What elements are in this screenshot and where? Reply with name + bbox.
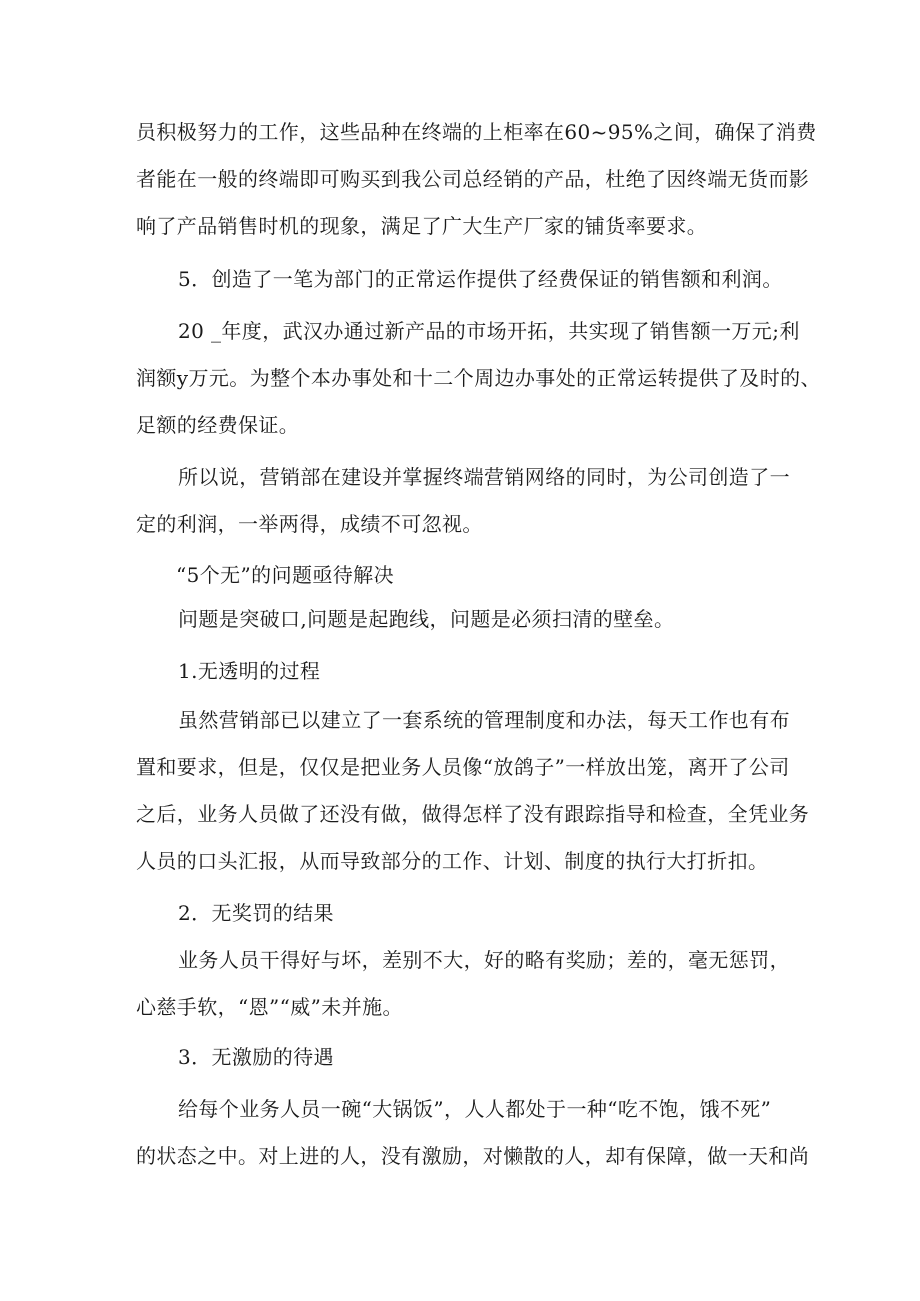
text-line-6: 润额y万元。为整个本办事处和十二个周边办事处的正常运转提供了及时的、 [136,366,821,390]
text-line-18: 业务人员干得好与坏，差别不大，好的略有奖励；差的，毫无惩罚， [178,948,790,972]
text-line-3: 响了产品销售时机的现象，满足了广大生产厂家的铺货率要求。 [136,214,708,238]
text-line-2: 者能在一般的终端即可购买到我公司总经销的产品，杜绝了因终端无货而影 [136,167,810,191]
text-line-9: 定的利润，一举两得，成绩不可忽视。 [136,512,483,536]
subheading-3: 3．无激励的待遇 [178,1045,334,1069]
text-line-4: 5．创造了一笔为部门的正常运作提供了经费保证的销售额和利润。 [178,267,783,291]
text-line-21: 给每个业务人员一碗“大锅饭”，人人都处于一种“吃不饱，饿不死” [178,1097,772,1121]
subheading-1: 1.无透明的过程 [178,659,321,683]
text-line-11: 问题是突破口,问题是起跑线，问题是必须扫清的壁垒。 [178,607,675,631]
text-line-13: 虽然营销部已以建立了一套系统的管理制度和办法，每天工作也有布 [178,708,790,732]
subheading-2: 2．无奖罚的结果 [178,901,334,925]
text-line-8: 所以说，营销部在建设并掌握终端营销网络的同时，为公司创造了一 [178,465,790,489]
text-line-14: 置和要求，但是，仅仅是把业务人员像“放鸽子”一样放出笼，离开了公司 [136,755,790,779]
text-line-22: 的状态之中。对上进的人，没有激励，对懒散的人，却有保障，做一天和尚 [136,1144,810,1168]
section-heading: “5个无”的问题亟待解决 [176,563,394,587]
text-line-1: 员积极努力的工作，这些品种在终端的上柜率在60~95%之间，确保了消费 [136,120,817,144]
text-line-15: 之后，业务人员做了还没有做，做得怎样了没有跟踪指导和检查，全凭业务 [136,802,810,826]
text-line-16: 人员的口头汇报，从而导致部分的工作、计划、制度的执行大打折扣。 [136,849,769,873]
text-line-19: 心慈手软，“恩”“威”未并施。 [136,995,403,1019]
text-line-5: 20 _年度，武汉办通过新产品的市场开拓，共实现了销售额一万元;利 [178,319,800,343]
text-line-7: 足额的经费保证。 [136,413,300,437]
